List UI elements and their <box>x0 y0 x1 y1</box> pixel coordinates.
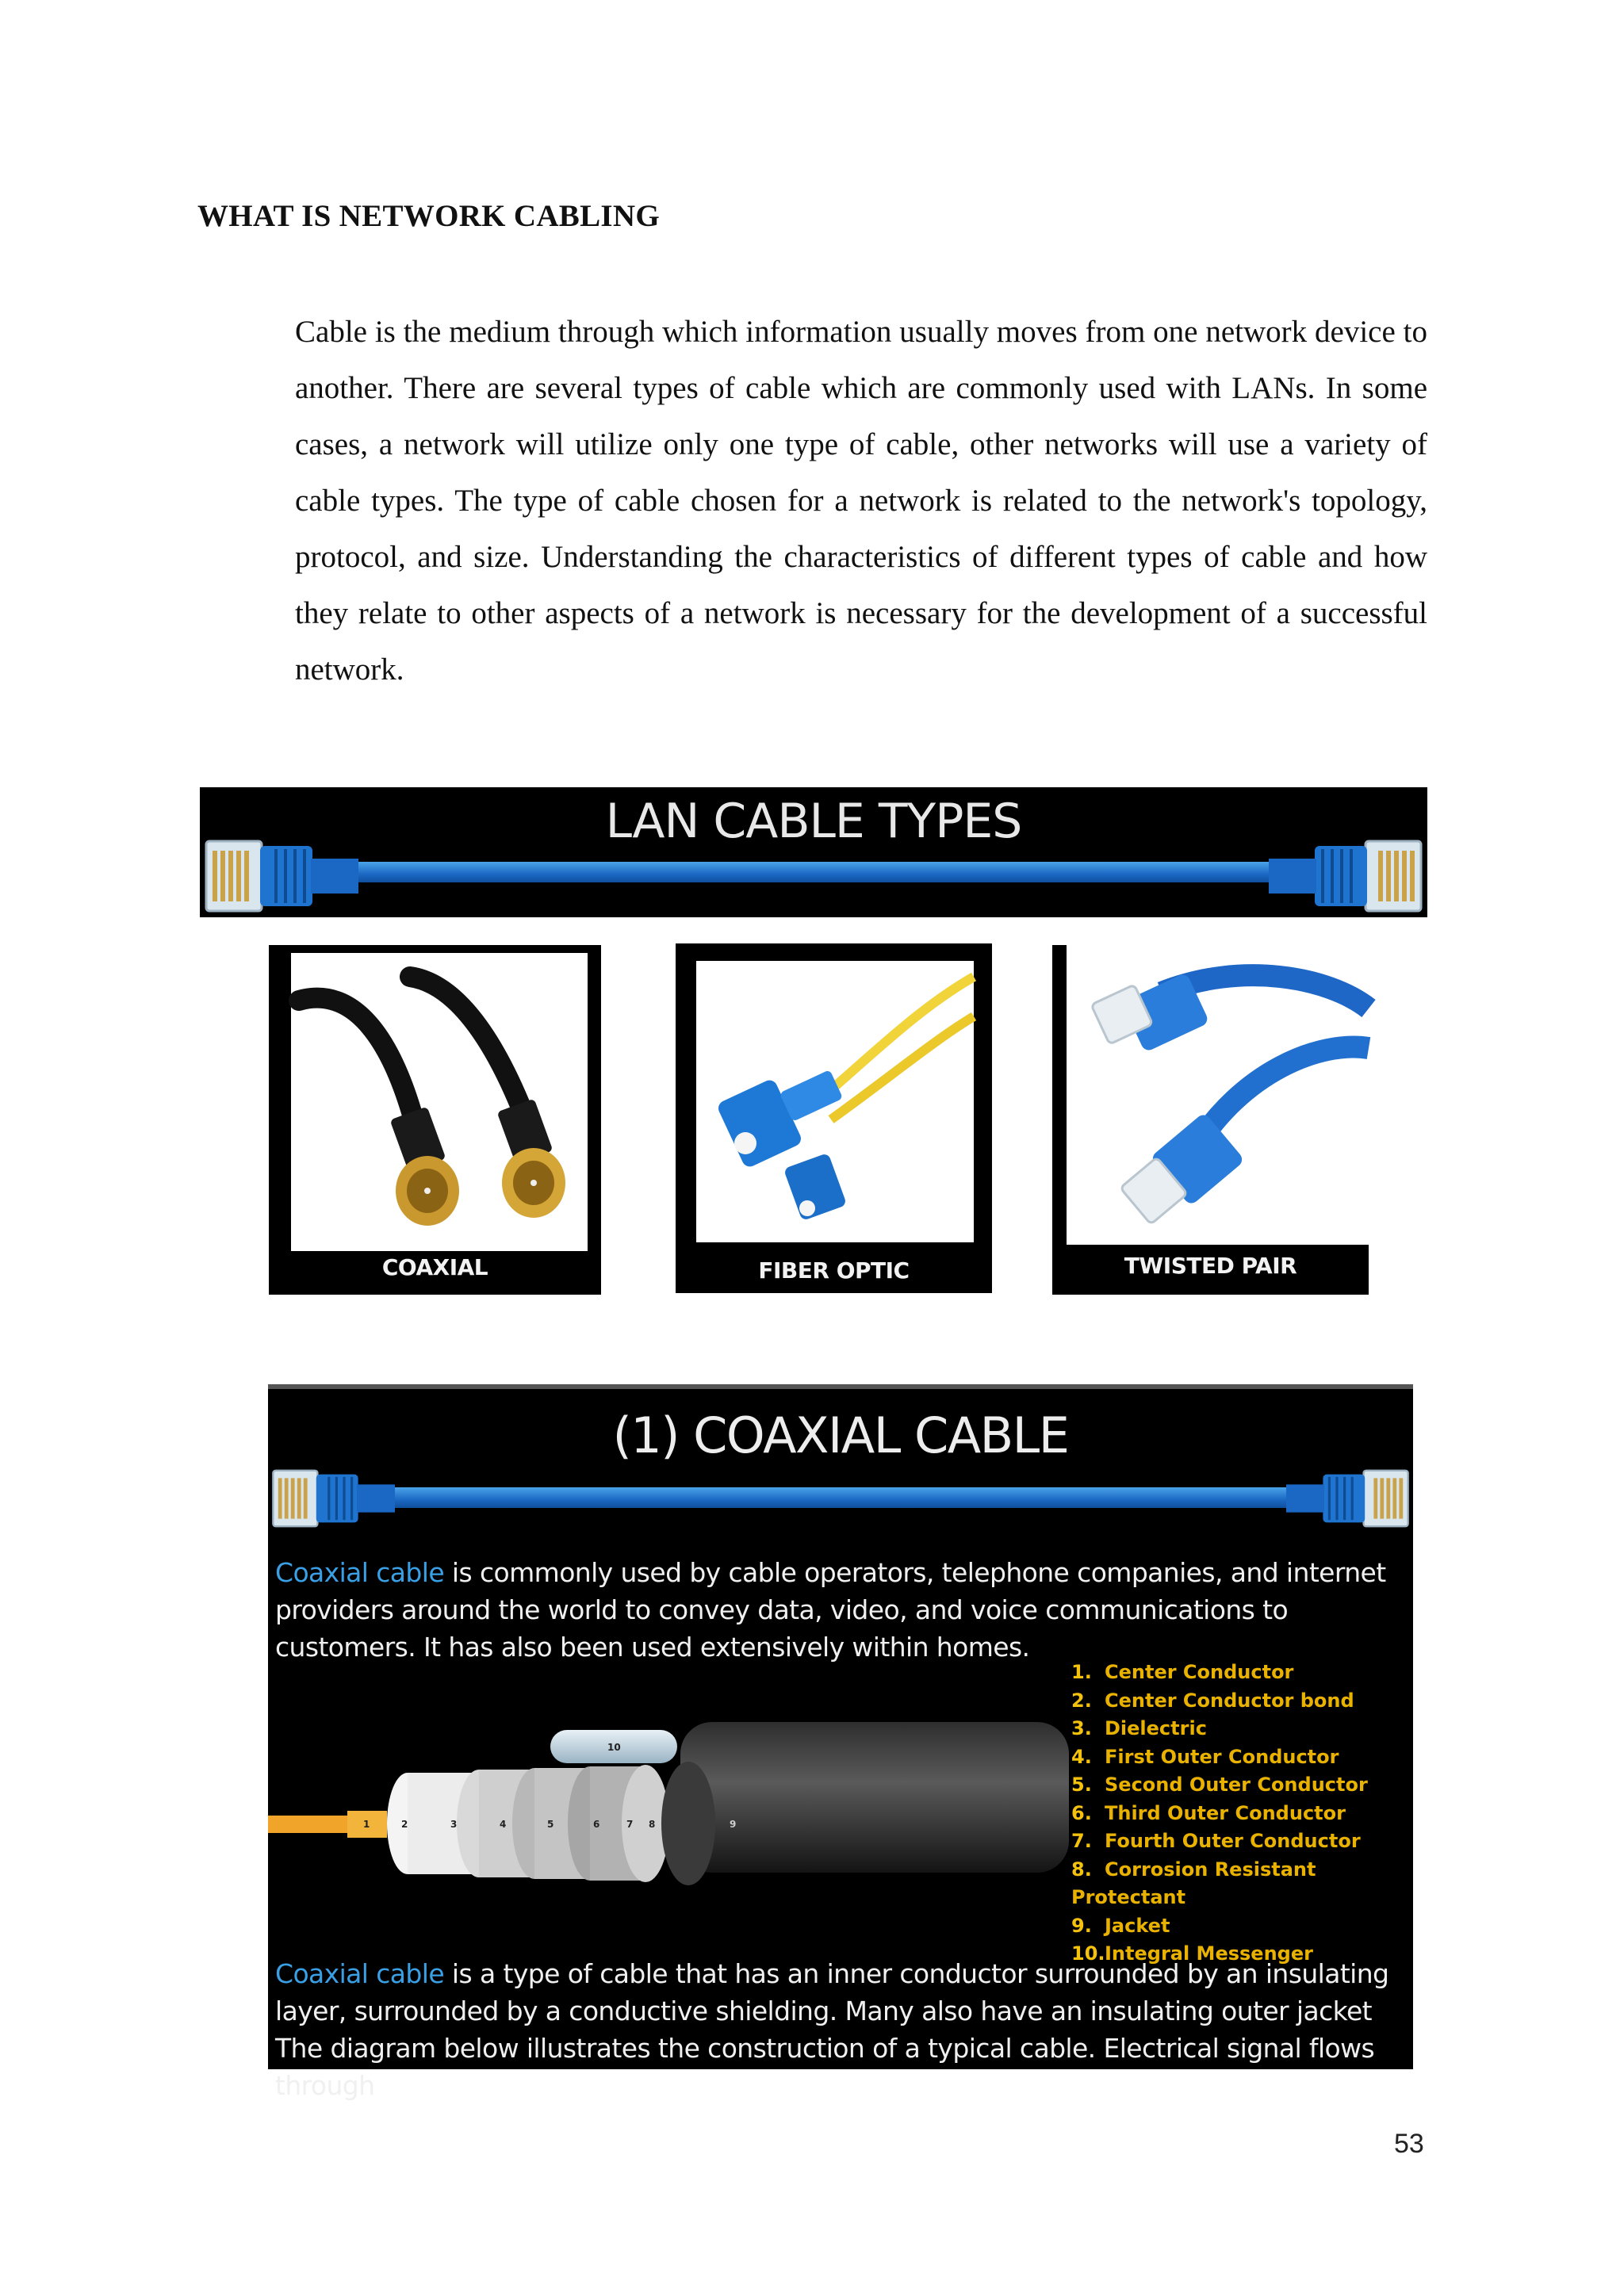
layer-item: 8. Corrosion Resistant Protectant <box>1071 1858 1316 1908</box>
diagram-label-9: 9 <box>730 1819 737 1830</box>
intro-paragraph: Cable is the medium through which information usually moves from one network device to another. There are several types of cable which are commonly used with LANs. In some cases, a network will utilize only one type of cable, other networks will use a variety of cable types. The type of cable chosen for a network is related to the network's topology, protocol, and size. Understanding the characteristics of different types of cable and how they relate to other aspects of a network is necessary for the development of a successful network. <box>295 315 1427 687</box>
diagram-label-4: 4 <box>500 1819 507 1830</box>
diagram-label-1: 1 <box>363 1819 370 1830</box>
twisted-pair-photo <box>1067 945 1369 1245</box>
coaxial-cable-highlight-2: Coaxial cable <box>275 1958 445 1989</box>
layer-item: 3. Dielectric <box>1071 1717 1207 1739</box>
twisted-pair-caption: TWISTED PAIR <box>1124 1253 1297 1279</box>
slide-paragraph-1 <box>275 1554 1401 1666</box>
diagram-label-2: 2 <box>401 1819 408 1830</box>
diagram-label-3: 3 <box>450 1819 458 1830</box>
coaxial-caption: COAXIAL <box>381 1254 488 1280</box>
layer-legend <box>1071 1659 1413 1969</box>
twisted-pair-thumbnail <box>1052 945 1369 1295</box>
page-heading: WHAT IS NETWORK CABLING <box>197 199 660 233</box>
diagram-label-5: 5 <box>547 1819 554 1830</box>
coaxial-photo <box>291 953 588 1251</box>
layer-item: 7. Fourth Outer Conductor <box>1071 1830 1361 1852</box>
rj45-plug-right-icon <box>1269 835 1427 917</box>
diagram-label-8: 8 <box>649 1819 656 1830</box>
slide-paragraph-1-text: is commonly used by cable operators, telephone companies, and internet providers around the world to convey data, video, and voice communications to customers. It has also been used extensively within homes. <box>275 1557 1386 1663</box>
slide-title: (1) COAXIAL CABLE <box>612 1406 1069 1464</box>
banner-title: LAN CABLE TYPES <box>605 794 1022 849</box>
rj45-plug-left-icon <box>200 835 358 917</box>
lan-cable-types-banner <box>200 787 1427 917</box>
layer-item: 6. Third Outer Conductor <box>1071 1801 1346 1824</box>
diagram-label-7: 7 <box>626 1819 634 1830</box>
slide-paragraph-2 <box>275 1955 1401 2104</box>
page-number: 53 <box>1394 2129 1424 2159</box>
diagram-label-6: 6 <box>593 1819 600 1830</box>
layer-item: 10.Integral Messenger <box>1071 1942 1313 1965</box>
slide-plug-left-icon <box>268 1459 395 1538</box>
slide-plug-right-icon <box>1286 1459 1413 1538</box>
diagram-label-10: 10 <box>607 1742 621 1753</box>
layer-item: 5. Second Outer Conductor <box>1071 1774 1368 1796</box>
coaxial-cross-section-diagram <box>268 1706 1069 1888</box>
twisted-pair-cable-image <box>1067 945 1369 1245</box>
slide-cable-line <box>363 1487 1318 1508</box>
coaxial-cable-slide <box>268 1384 1413 2101</box>
layer-item: 2. Center Conductor bond <box>1071 1689 1354 1712</box>
fiber-optic-thumbnail <box>676 943 992 1293</box>
slide-paragraph-2-text: is a type of cable that has an inner conductor surrounded by an insulating layer, surrounded by a conductive shielding. Many also have an insulating outer jacket The diagram below illustrates the construction of a typical cable. Electrical signal flows through <box>275 1958 1389 2101</box>
coaxial-cable-highlight: Coaxial cable <box>275 1557 445 1588</box>
fiber-optic-caption: FIBER OPTIC <box>758 1257 910 1284</box>
fiber-optic-cable-image <box>696 961 974 1242</box>
coaxial-cable-image <box>291 953 588 1251</box>
layer-item: 9. Jacket <box>1071 1914 1170 1937</box>
layer-item: 1. Center Conductor <box>1071 1661 1294 1683</box>
fiber-optic-photo <box>696 961 974 1242</box>
layer-item: 4. First Outer Conductor <box>1071 1745 1339 1768</box>
blue-cable-line <box>311 862 1316 882</box>
coaxial-thumbnail <box>269 945 601 1295</box>
